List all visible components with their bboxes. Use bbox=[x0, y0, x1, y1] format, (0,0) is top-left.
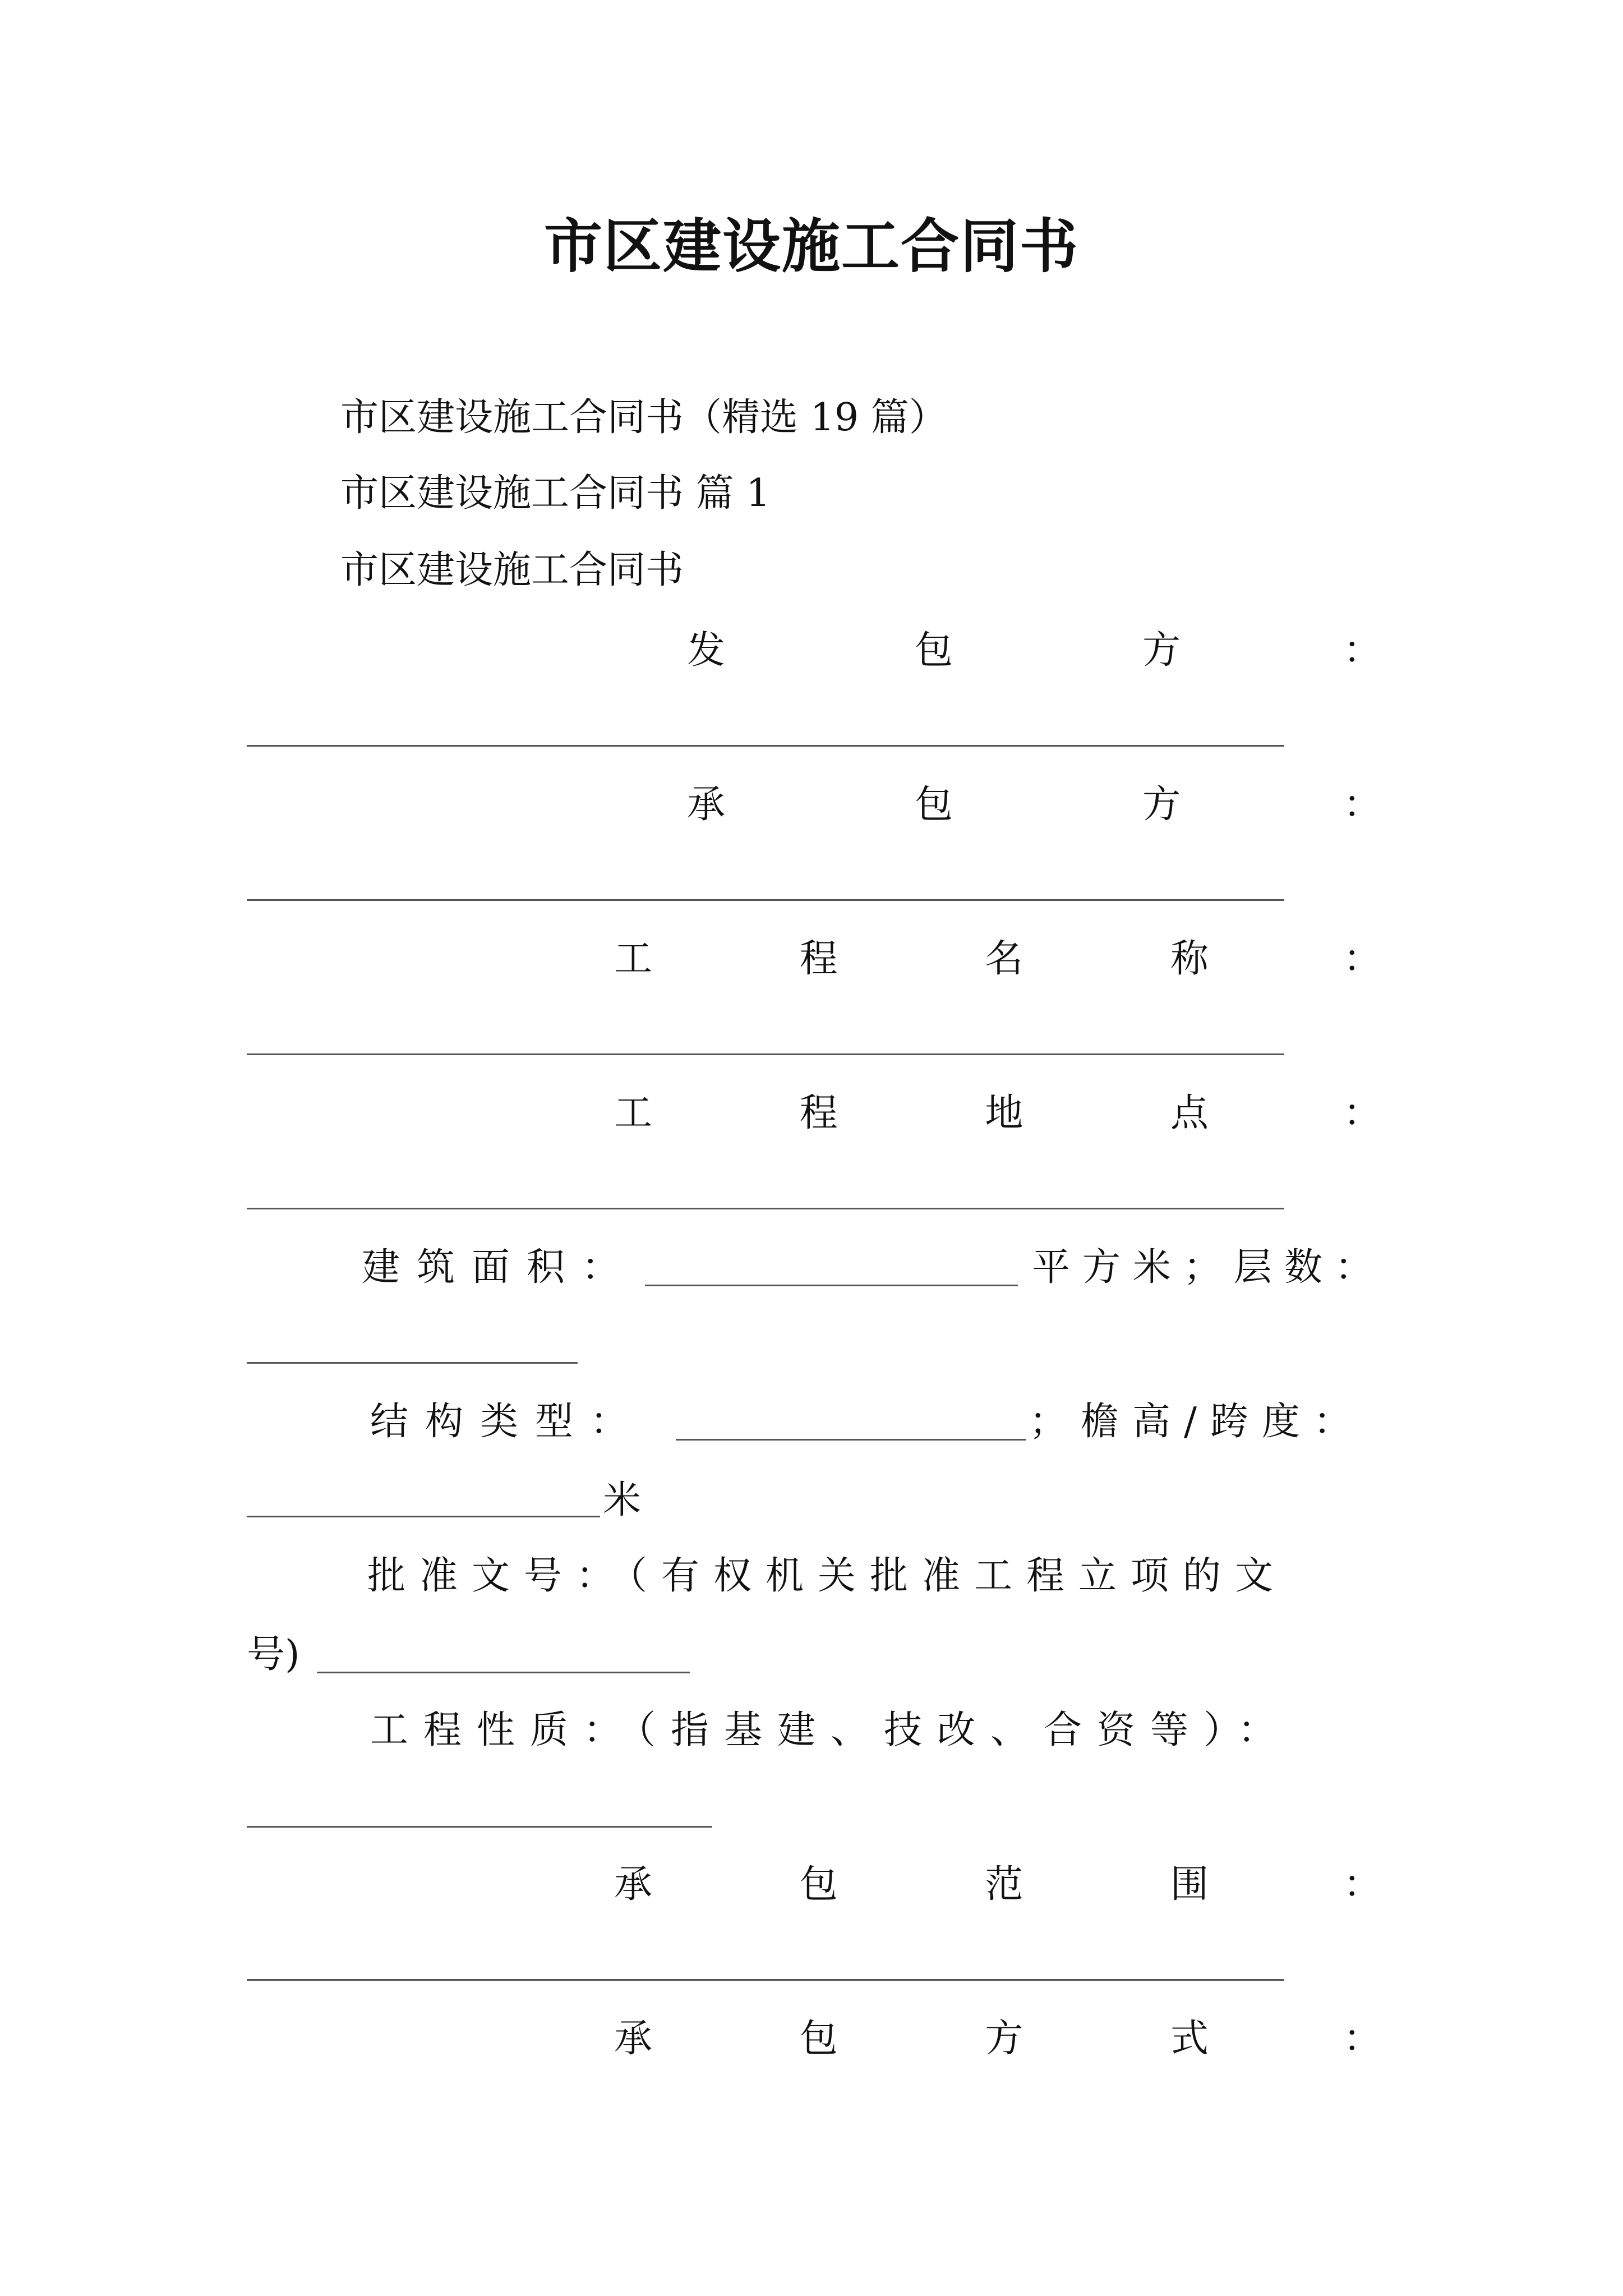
scope-char: 范 bbox=[985, 1862, 1023, 1907]
scope-char: 包 bbox=[799, 1862, 838, 1907]
project-name-label bbox=[614, 928, 1209, 983]
party-a-label bbox=[687, 620, 1181, 674]
project-name-char: 称 bbox=[1170, 937, 1209, 981]
party-a-char: 方 bbox=[1142, 628, 1181, 673]
floors-label: 平方米；层数： bbox=[1032, 1245, 1386, 1290]
eave-height-blank bbox=[247, 1516, 600, 1517]
project-name-char: 工 bbox=[614, 937, 653, 981]
project-location-char: 工 bbox=[614, 1091, 653, 1135]
project-nature-line: 工程性质：（指基建、技改、合资等）： bbox=[370, 1708, 1292, 1752]
party-a-char: 发 bbox=[687, 628, 726, 673]
project-nature-blank bbox=[247, 1826, 712, 1828]
scope-blank-line bbox=[247, 1979, 1284, 1981]
party-b-label bbox=[687, 774, 1181, 829]
mode-colon: ： bbox=[1343, 2017, 1382, 2061]
project-name-char: 程 bbox=[799, 937, 838, 981]
party-a-blank-line bbox=[247, 745, 1284, 747]
meter-unit: 米 bbox=[603, 1478, 642, 1522]
intro-line-2: 市区建设施工合同书 篇 1 bbox=[340, 471, 771, 516]
party-b-char: 包 bbox=[914, 783, 953, 827]
project-name-colon: ： bbox=[1343, 937, 1382, 981]
scope-colon: ： bbox=[1343, 1862, 1382, 1907]
party-b-char: 方 bbox=[1142, 783, 1181, 827]
document-title: 市区建设施工合同书 bbox=[543, 211, 1079, 280]
scope-label bbox=[614, 1854, 1209, 1908]
floors-blank bbox=[247, 1362, 578, 1364]
mode-label bbox=[614, 2008, 1209, 2063]
eave-height-label: ；檐高/跨度： bbox=[1029, 1400, 1365, 1444]
party-b-char: 承 bbox=[687, 783, 726, 827]
approval-blank bbox=[317, 1672, 690, 1673]
structure-label: 结构类型： bbox=[370, 1400, 645, 1444]
area-blank bbox=[645, 1285, 1018, 1286]
project-location-blank-line bbox=[247, 1208, 1284, 1209]
project-name-blank-line bbox=[247, 1053, 1284, 1055]
intro-line-3: 市区建设施工合同书 bbox=[340, 548, 684, 592]
project-name-char: 名 bbox=[985, 937, 1023, 981]
party-a-colon: ： bbox=[1343, 628, 1382, 673]
party-b-blank-line bbox=[247, 899, 1284, 901]
scope-char: 围 bbox=[1170, 1862, 1209, 1907]
mode-char: 承 bbox=[614, 2017, 653, 2061]
project-location-char: 程 bbox=[799, 1091, 838, 1135]
approval-line-1: 批准文号：（有权机关批准工程立项的文 bbox=[367, 1554, 1288, 1598]
project-location-char: 地 bbox=[985, 1091, 1023, 1135]
area-label: 建筑面积： bbox=[362, 1245, 637, 1290]
intro-line-1: 市区建设施工合同书（精选 19 篇） bbox=[340, 395, 947, 440]
party-a-char: 包 bbox=[914, 628, 953, 673]
project-location-label bbox=[614, 1083, 1209, 1137]
project-location-colon: ： bbox=[1343, 1091, 1382, 1135]
mode-char: 包 bbox=[799, 2017, 838, 2061]
scope-char: 承 bbox=[614, 1862, 653, 1907]
mode-char: 式 bbox=[1170, 2017, 1209, 2061]
mode-char: 方 bbox=[985, 2017, 1023, 2061]
approval-line-2: 号) bbox=[247, 1632, 300, 1677]
structure-blank bbox=[676, 1439, 1026, 1441]
party-b-colon: ： bbox=[1343, 783, 1382, 827]
project-location-char: 点 bbox=[1170, 1091, 1209, 1135]
